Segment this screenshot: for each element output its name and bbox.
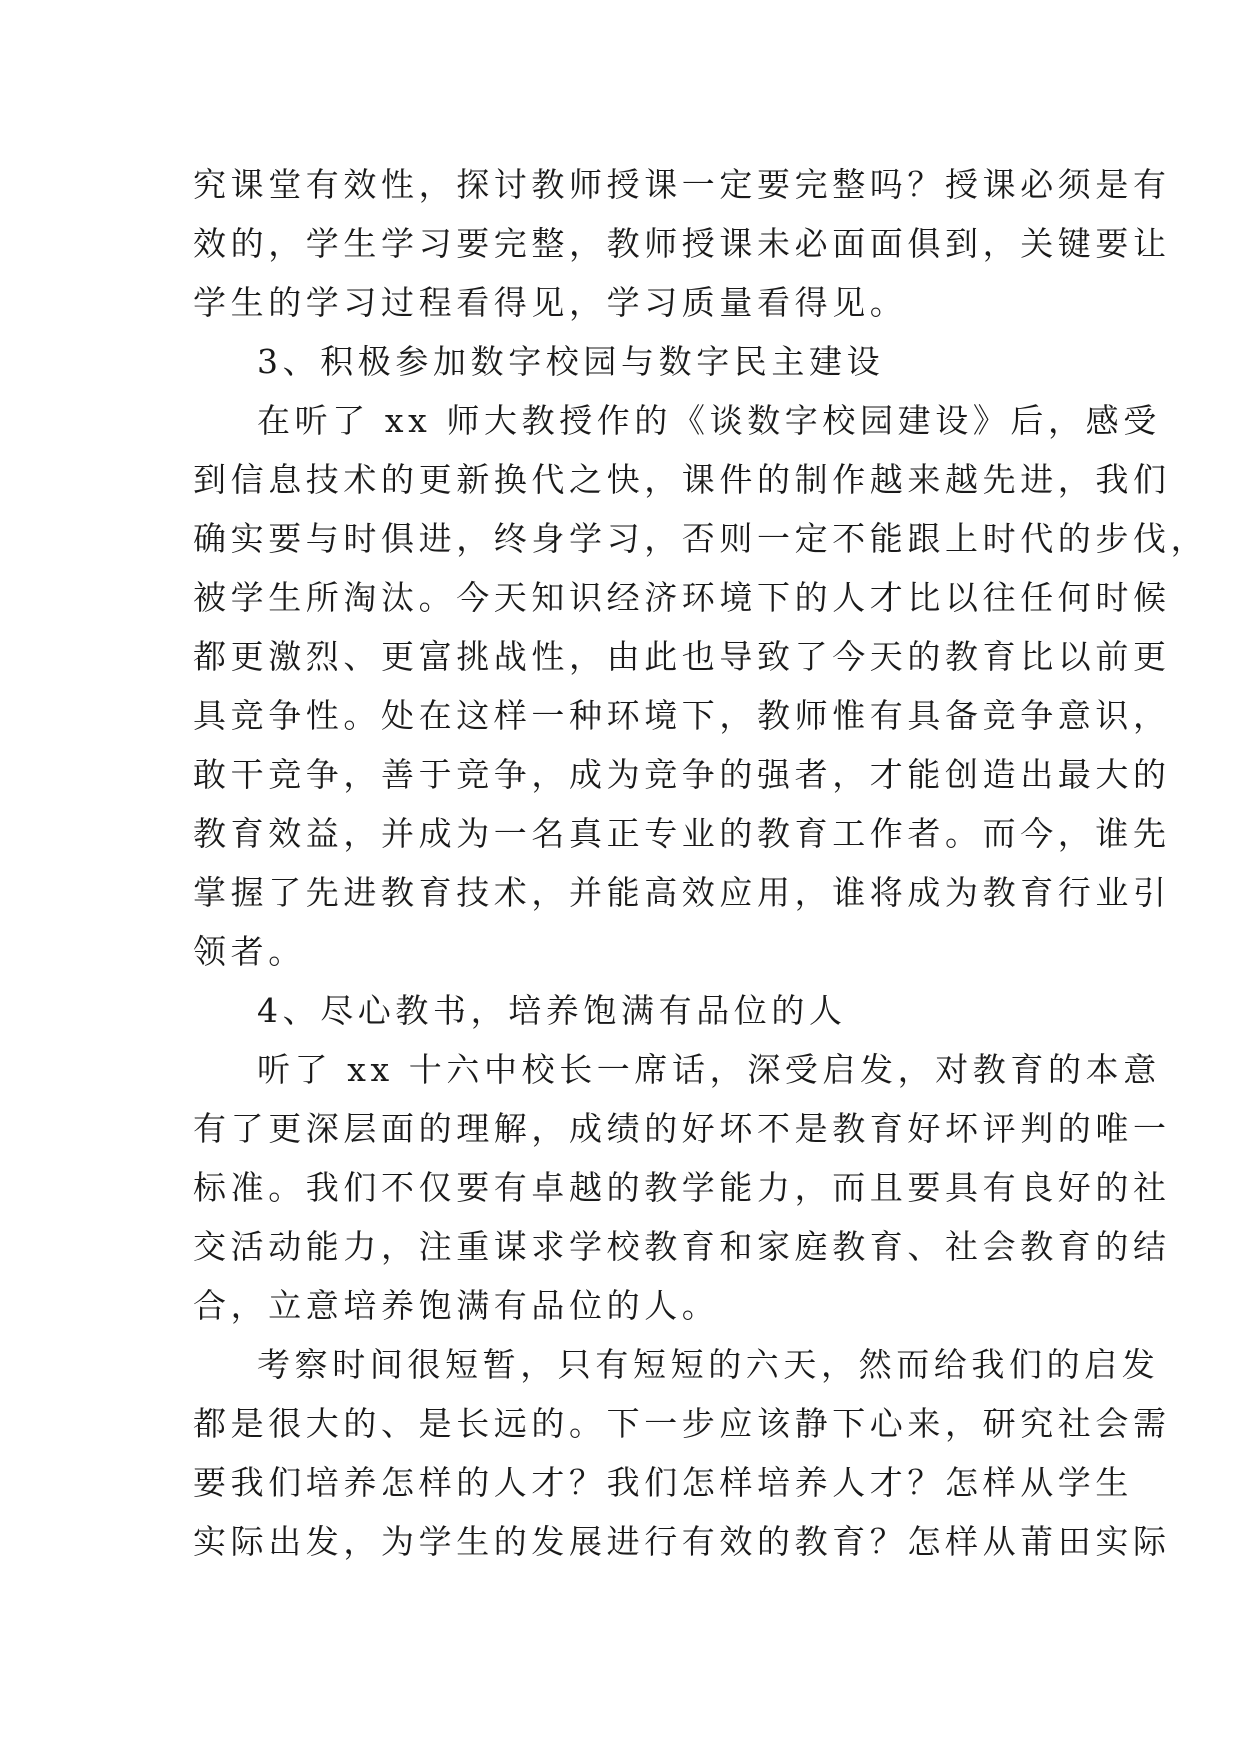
- paragraph-line: 都更激烈、更富挑战性，由此也导致了今天的教育比以前更: [193, 637, 1171, 676]
- paragraph-line: 要我们培养怎样的人才？我们怎样培养人才？怎样从学生: [193, 1463, 1133, 1502]
- paragraph-line: 领者。: [193, 932, 306, 971]
- paragraph-line: 在听了 xx 师大教授作的《谈数字校园建设》后，感受: [257, 401, 1161, 440]
- paragraph-line: 考察时间很短暂，只有短短的六天，然而给我们的启发: [257, 1345, 1160, 1384]
- paragraph-line: 标准。我们不仅要有卓越的教学能力，而且要具有良好的社: [193, 1168, 1171, 1207]
- paragraph-line: 究课堂有效性，探讨教师授课一定要完整吗？授课必须是有: [193, 165, 1171, 204]
- paragraph-line: 确实要与时俱进，终身学习，否则一定不能跟上时代的步伐，: [193, 519, 1209, 558]
- paragraph-line: 到信息技术的更新换代之快，课件的制作越来越先进，我们: [193, 460, 1171, 499]
- section-heading: 3、积极参加数字校园与数字民主建设: [257, 342, 885, 381]
- paragraph-line: 学生的学习过程看得见，学习质量看得见。: [193, 283, 908, 322]
- paragraph-line: 掌握了先进教育技术，并能高效应用，谁将成为教育行业引: [193, 873, 1171, 912]
- paragraph-line: 实际出发，为学生的发展进行有效的教育？怎样从莆田实际: [193, 1522, 1171, 1561]
- paragraph-line: 被学生所淘汰。今天知识经济环境下的人才比以往任何时候: [193, 578, 1171, 617]
- paragraph-line: 效的，学生学习要完整，教师授课未必面面俱到，关键要让: [193, 224, 1171, 263]
- paragraph-line: 合，立意培养饱满有品位的人。: [193, 1286, 720, 1325]
- section-heading: 4、尽心教书，培养饱满有品位的人: [257, 991, 847, 1030]
- paragraph-line: 具竞争性。处在这样一种环境下，教师惟有具备竞争意识，: [193, 696, 1171, 735]
- paragraph-line: 听了 xx 十六中校长一席话，深受启发，对教育的本意: [257, 1050, 1161, 1089]
- paragraph-line: 教育效益，并成为一名真正专业的教育工作者。而今，谁先: [193, 814, 1171, 853]
- paragraph-line: 交活动能力，注重谋求学校教育和家庭教育、社会教育的结: [193, 1227, 1171, 1266]
- document-body: [193, 155, 1209, 1571]
- paragraph-line: 都是很大的、是长远的。下一步应该静下心来，研究社会需: [193, 1404, 1171, 1443]
- paragraph-line: 敢干竞争，善于竞争，成为竞争的强者，才能创造出最大的: [193, 755, 1171, 794]
- paragraph-line: 有了更深层面的理解，成绩的好坏不是教育好坏评判的唯一: [193, 1109, 1171, 1148]
